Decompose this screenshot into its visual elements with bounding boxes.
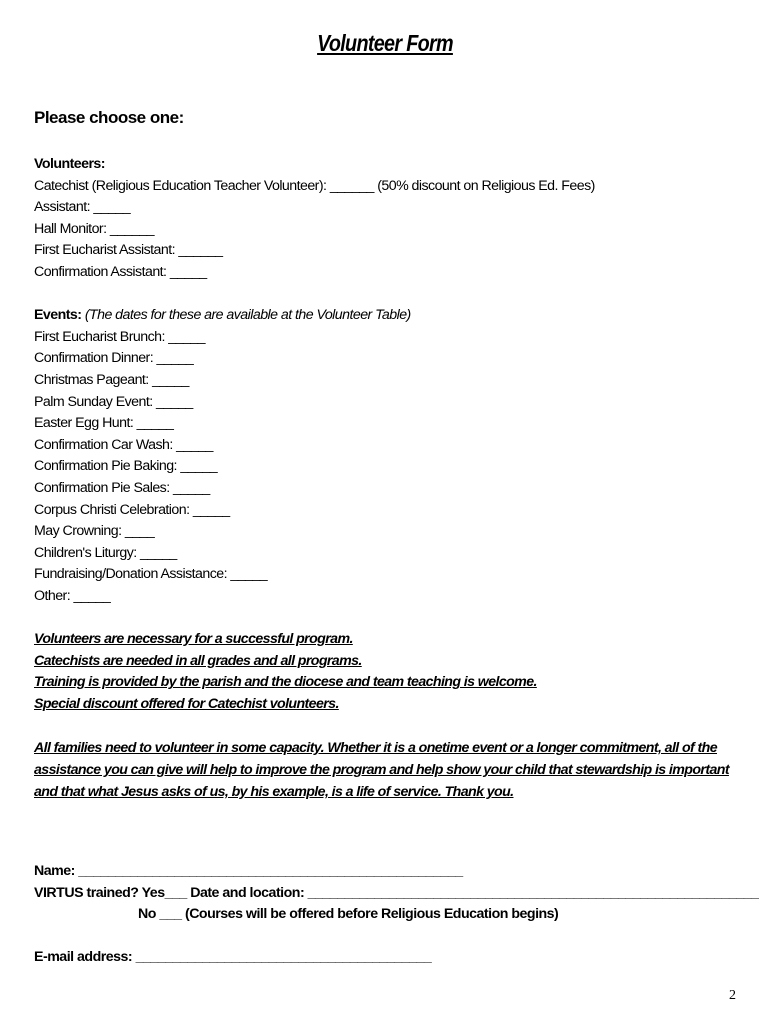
volunteer-item-catechist: Catechist (Religious Education Teacher Volunteer): ______ (50% discount on Religious Ed. Fees) bbox=[34, 177, 595, 194]
event-item: Confirmation Pie Baking: _____ bbox=[34, 458, 218, 475]
virtus-no-field[interactable]: No ___ (Courses will be offered before Religious Education begins) bbox=[138, 906, 559, 923]
volunteer-item-confirmation-assistant: Confirmation Assistant: _____ bbox=[34, 263, 207, 280]
events-heading: Events: bbox=[34, 307, 82, 324]
events-section bbox=[34, 305, 744, 607]
note-line: Catechists are needed in all grades and all programs. bbox=[34, 652, 362, 669]
name-field[interactable]: Name: ____________________________________________________ bbox=[34, 863, 463, 880]
events-note: (The dates for these are available at the Volunteer Table) bbox=[84, 307, 411, 324]
section-spacer bbox=[34, 284, 744, 306]
volunteer-item-first-eucharist-assistant: First Eucharist Assistant: ______ bbox=[34, 242, 223, 259]
volunteer-paragraph: All families need to volunteer in some capacity. Whether it is a onetime event or a longer commitment, all of the assistance you can give will help to improve the program and help show your child that stewardship is important and that what Jesus asks of us, by his example, is a life of service. Thank you. bbox=[34, 740, 729, 801]
event-item: Confirmation Dinner: _____ bbox=[34, 350, 194, 367]
section-spacer bbox=[34, 607, 744, 629]
volunteers-section bbox=[34, 154, 744, 284]
section-spacer bbox=[34, 715, 744, 737]
note-line: Volunteers are necessary for a successful program. bbox=[34, 631, 353, 648]
volunteers-heading: Volunteers: bbox=[34, 156, 105, 172]
volunteer-item-hall-monitor: Hall Monitor: ______ bbox=[34, 220, 154, 237]
form-title: Volunteer Form bbox=[317, 30, 453, 56]
form-body bbox=[34, 108, 759, 969]
event-item: Easter Egg Hunt: _____ bbox=[34, 415, 174, 432]
event-item: May Crowning: ____ bbox=[34, 523, 155, 540]
volunteer-item-assistant: Assistant: _____ bbox=[34, 199, 131, 216]
notes-section bbox=[34, 629, 744, 715]
note-line: Special discount offered for Catechist volunteers. bbox=[34, 695, 339, 712]
page-number: 2 bbox=[729, 988, 736, 1003]
email-field[interactable]: E-mail address: ________________________________________ bbox=[34, 949, 432, 966]
event-item: Fundraising/Donation Assistance: _____ bbox=[34, 566, 268, 583]
note-line: Training is provided by the parish and the diocese and team teaching is welcome. bbox=[34, 674, 537, 691]
event-item: Confirmation Pie Sales: _____ bbox=[34, 479, 210, 496]
event-item: Other: _____ bbox=[34, 587, 111, 604]
virtus-field[interactable]: VIRTUS trained? Yes___ Date and location: _____________________________________________________________ bbox=[34, 884, 759, 901]
event-item: Children's Liturgy: _____ bbox=[34, 544, 177, 561]
contact-fields bbox=[34, 861, 759, 969]
event-item: Corpus Christi Celebration: _____ bbox=[34, 501, 230, 518]
event-item: Palm Sunday Event: _____ bbox=[34, 393, 193, 410]
event-item: First Eucharist Brunch: _____ bbox=[34, 328, 205, 345]
event-item: Christmas Pageant: _____ bbox=[34, 371, 189, 388]
event-item: Confirmation Car Wash: _____ bbox=[34, 436, 213, 453]
choose-instruction: Please choose one: bbox=[34, 108, 184, 127]
